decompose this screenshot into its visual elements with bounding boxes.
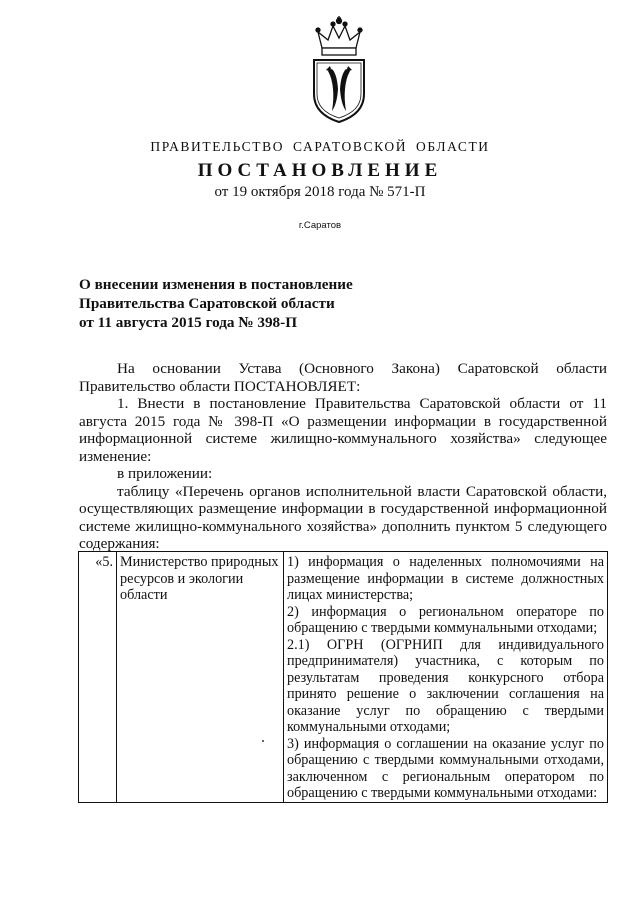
organization-cell: Министерство природных ресурсов и экологии области [117, 552, 284, 803]
row-number: «5. [79, 552, 117, 803]
decree-body [79, 360, 607, 553]
subject-line: от 11 августа 2015 года № 398-П [79, 314, 298, 331]
list-item: 1) информация о наделенных полномочиями на размещение информации в системе должностных лицах министерства; [287, 554, 604, 603]
decree-subject [79, 275, 353, 332]
list-item: 2) информация о региональном операторе по обращению с твердыми коммунальными отходами; [287, 603, 604, 636]
government-name: ПРАВИТЕЛЬСТВО САРАТОВСКОЙ ОБЛАСТИ [150, 139, 490, 154]
list-item: 3) информация о соглашении на оказание услуг по обращению с твердыми коммунальными отходами, заключенном с региональным оператором по обращению с твердыми коммунальными отходами: [287, 735, 604, 801]
decree-title: ПОСТАНОВЛЕНИЕ [197, 160, 443, 181]
point-1-paragraph: 1. Внести в постановление Правительства Саратовской области от 11 августа 2015 года № 398-П «О размещении информации в государственной информационной системе жилищно-коммунального хозяйства» следующее изменение: [79, 395, 607, 465]
scan-speck [262, 740, 264, 742]
decree-date: от 19 октября 2018 года № 571-П [214, 184, 426, 200]
coat-of-arms-icon [302, 14, 376, 124]
table-change-paragraph: таблицу «Перечень органов исполнительной власти Саратовской области, осуществляющих размещение информации в государственной информационной системе жилищно-коммунального хозяйства» дополнить пунктом 5 следующего содержания: [79, 482, 607, 552]
table-row [79, 552, 608, 803]
intro-paragraph: На основании Устава (Основного Закона) Саратовской области Правительство области ПОСТАНОВЛЯЕТ: [79, 360, 607, 395]
city: г.Саратов [298, 220, 342, 231]
annex-line: в приложении: [117, 465, 213, 482]
list-item: 2.1) ОГРН (ОГРНИП для индивидуального предпринимателя) участника, с которым по результатам проведения конкурсного отбора принято решение о заключении соглашения на оказание услуг по обращению с твердыми коммунальными отходами; [287, 636, 604, 735]
items-cell [284, 552, 608, 803]
annex-table [78, 551, 608, 803]
subject-line: О внесении изменения в постановление [79, 276, 353, 293]
subject-line: Правительства Саратовской области [79, 295, 335, 312]
